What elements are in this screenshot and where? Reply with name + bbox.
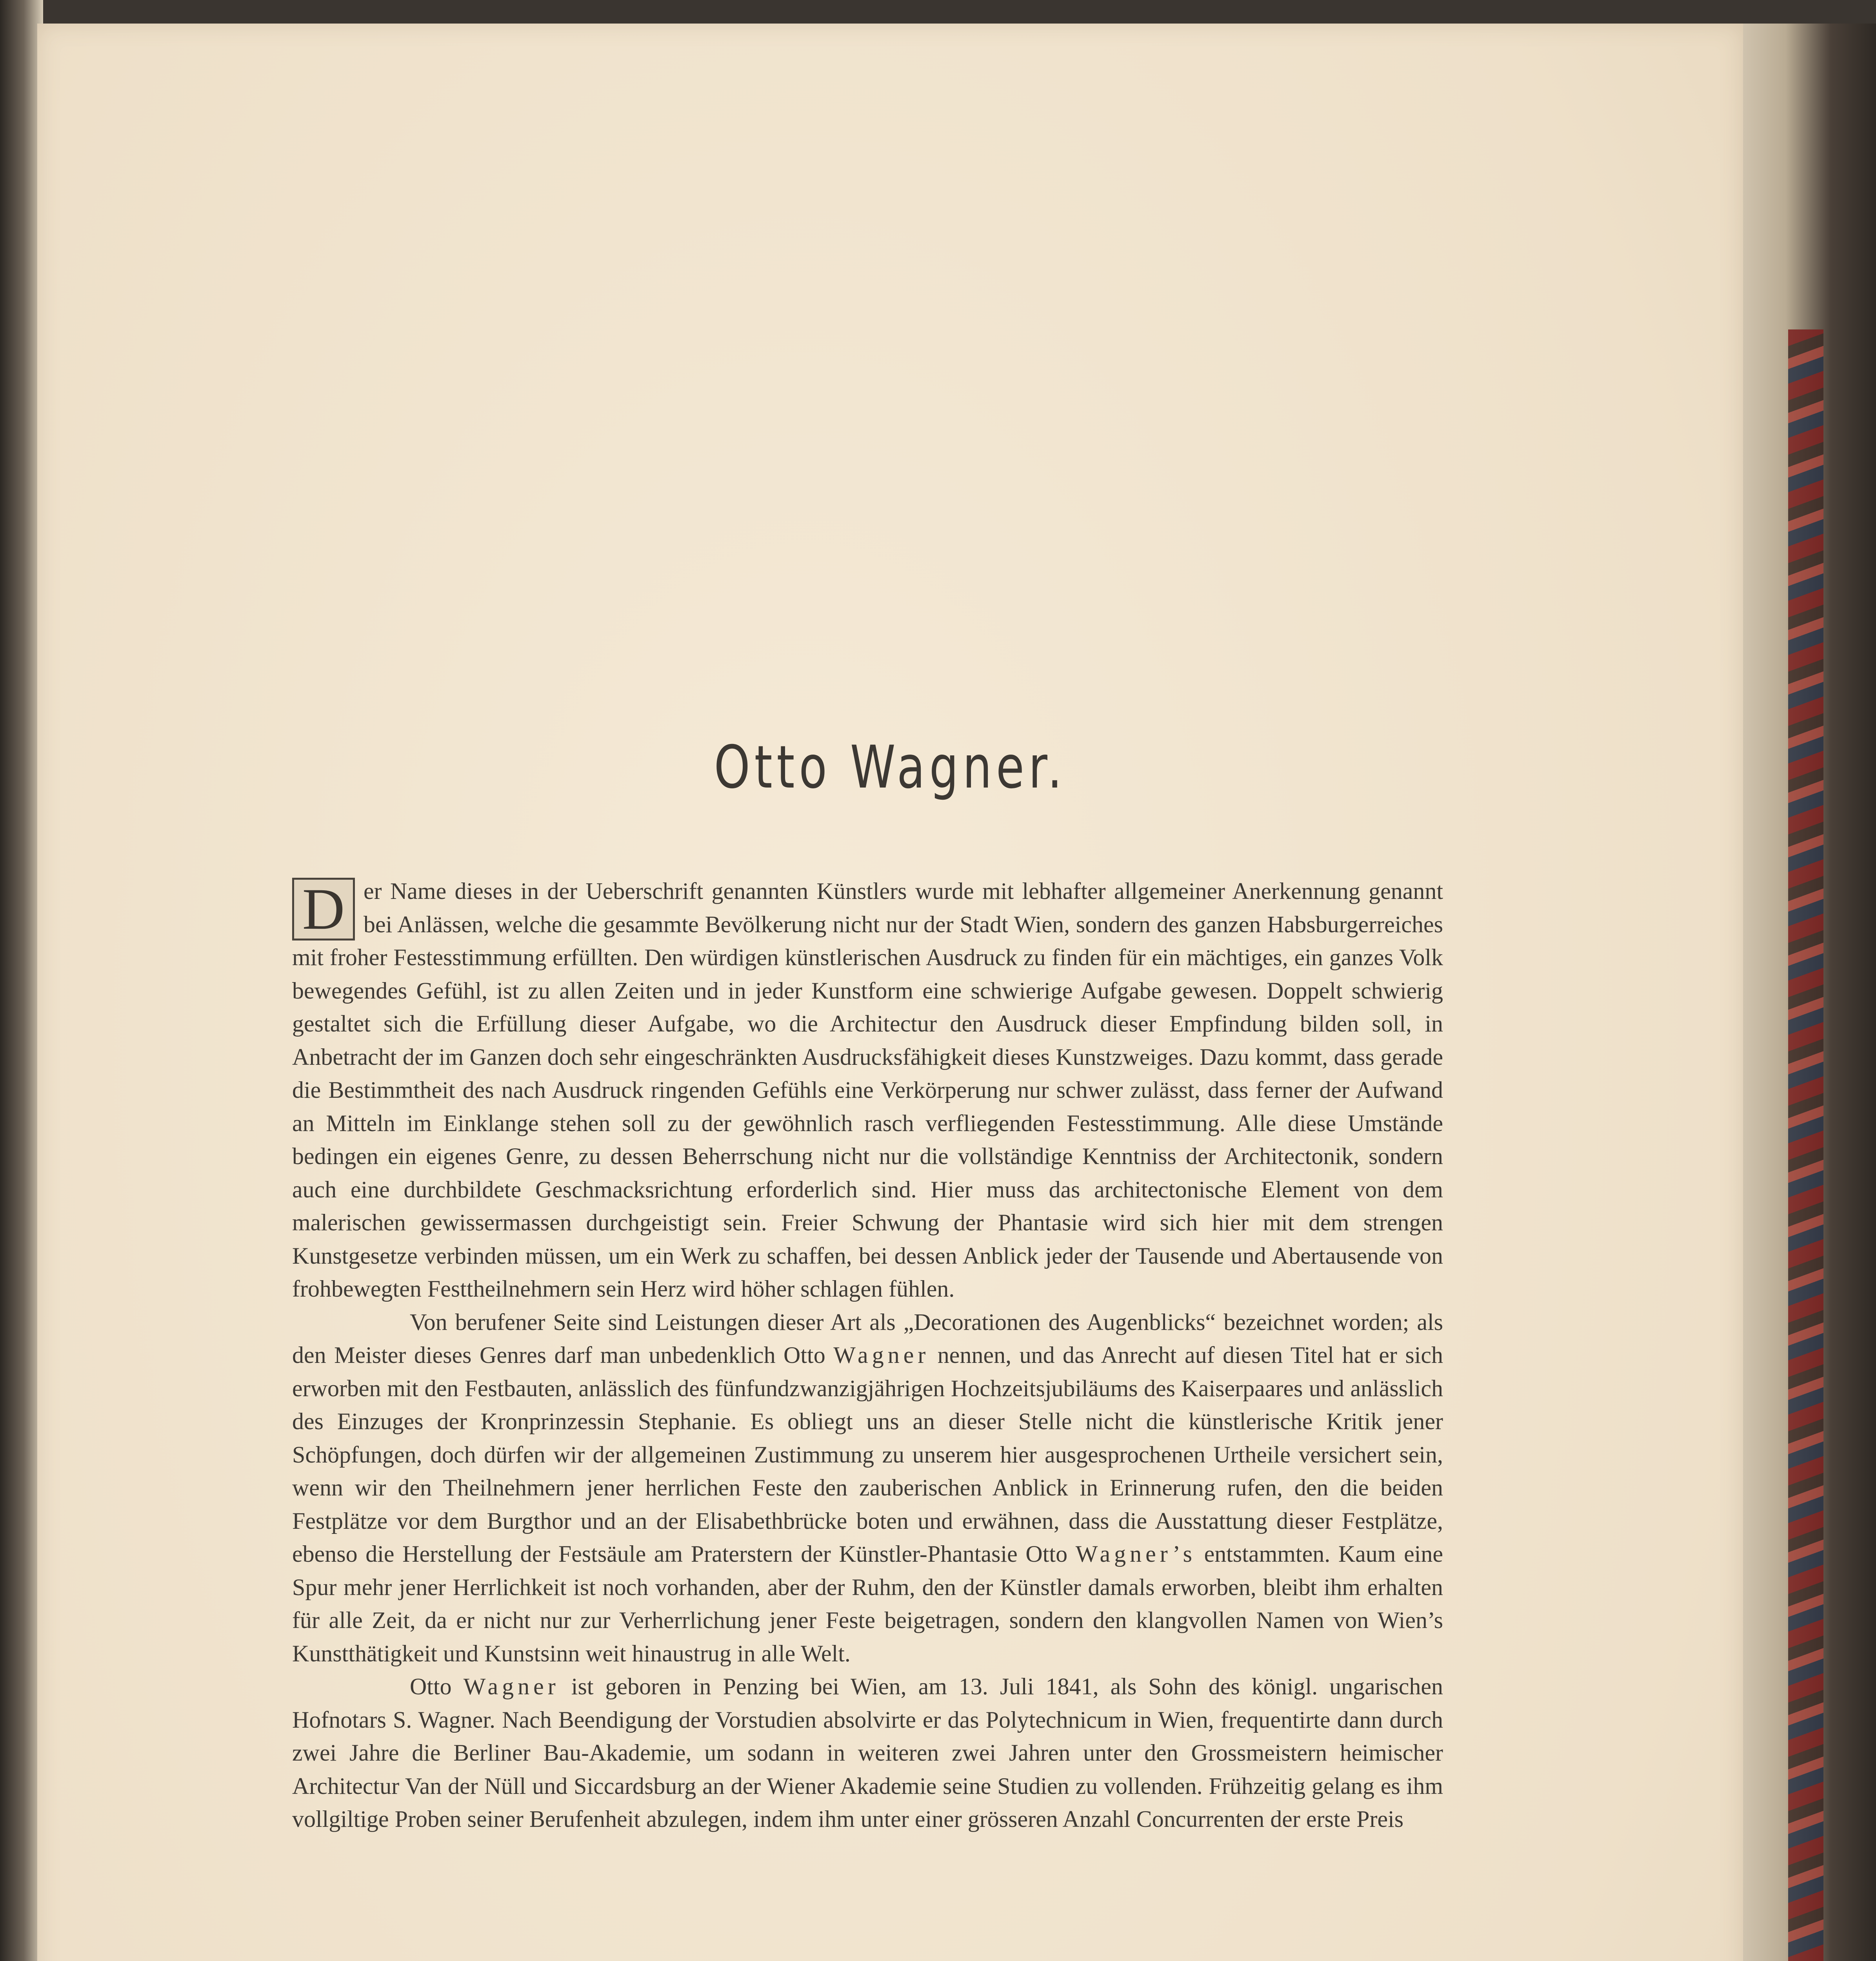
initial-letter: D xyxy=(302,877,345,942)
paragraph-2 xyxy=(292,1306,1443,1670)
name-wagner-2: Wagner xyxy=(463,1674,560,1699)
marbled-page-edge xyxy=(1788,329,1823,1961)
previous-page-edge xyxy=(0,0,43,1961)
paragraph-3 xyxy=(292,1670,1443,1836)
book-page xyxy=(37,24,1743,1961)
page-title: Otto Wagner. xyxy=(714,733,1067,802)
paragraph-2-text-a: Von berufener Seite sind Leistungen dieser Art als „Decorationen des Augenblicks“ bezeichnet worden; als den Meister dieses Genres darf man unbedenklich Otto xyxy=(292,1309,1443,1368)
paragraph-2-text-c: entstammten. Kaum eine Spur mehr jener Herrlichkeit ist noch vorhanden, aber der Ruhm, den der Künstler damals erworben, bleibt ihm erhalten für alle Zeit, da er nicht nur zur Verherrlichung jener Feste beigetragen, sondern den klangvollen Namen von Wien’s Kunstthätigkeit und Kunstsinn weit hinaustrug in alle Welt. xyxy=(292,1541,1443,1666)
paragraph-3-text-b: ist geboren in Penzing bei Wien, am 13. Juli 1841, als Sohn des königl. ungarischen Hofnotars S. Wagner. Nach Beendigung der Vorstudien absolvirte er das Polytechnicum in Wien, frequentirte dann durch zwei Jahre die Berliner Bau-Akademie, um sodann in weiteren zwei Jahren unter den Grossmeistern heimischer Architectur Van der Nüll und Siccardsburg an der Wiener Akademie seine Studien zu vollenden. Frühzeitig gelang es ihm vollgiltige Proben seiner Berufenheit abzulegen, indem ihm unter einer grösseren Anzahl Concurrenten der erste Preis xyxy=(292,1674,1443,1832)
paragraph-3-text-a: Otto xyxy=(410,1674,464,1699)
body-text xyxy=(292,875,1443,1836)
paragraph-1-text: er Name dieses in der Ueberschrift genannten Künstlers wurde mit lebhafter allgemeiner Anerkennung genannt bei Anlässen, welche die gesammte Bevölkerung nicht nur der Stadt Wien, sondern des ganzen Habsburgerreiches mit froher Festesstimmung erfüllten. Den würdigen künstlerischen Ausdruck zu finden für ein mächtiges, ein ganzes Volk bewegendes Gefühl, ist zu allen Zeiten und in jeder Kunstform eine schwierige Aufgabe gewesen. Doppelt schwierig gestaltet sich die Erfüllung dieser Aufgabe, wo die Architectur den Ausdruck dieser Empfindung bilden soll, in Anbetracht der im Ganzen doch sehr eingeschränkten Ausdrucksfähigkeit dieses Kunstzweiges. Dazu kommt, dass gerade die Bestimmtheit des nach Ausdruck ringenden Gefühls eine Verkörperung nur schwer zulässt, dass ferner der Aufwand an Mitteln im Einklange stehen soll zu der gewöhnlich rasch verfliegenden Festesstimmung. Alle diese Umstände bedingen ein eigenes Genre, zu dessen Beherrschung nicht nur die vollständige Kenntniss der Architectonik, sondern auch eine durchbildete Geschmacksrichtung erforderlich sind. Hier muss das architectonische Element von dem malerischen gewissermassen durchgeistigt sein. Freier Schwung der Phantasie wird sich hier mit dem strengen Kunstgesetze verbinden müssen, um ein Werk zu schaffen, bei dessen Anblick jeder der Tausende und Abertausende von frohbewegten Festtheilnehmern sein Herz wird höher schlagen fühlen. xyxy=(292,878,1443,1302)
paragraph-1 xyxy=(292,875,1443,1306)
name-wagners: Wagner’s xyxy=(1075,1541,1196,1567)
decorative-initial xyxy=(292,878,355,940)
name-wagner: Wagner xyxy=(833,1342,930,1368)
paragraph-2-text-b: nennen, und das Anrecht auf diesen Titel hat er sich erworben mit den Festbauten, anlässlich des fünfundzwanzigjährigen Hochzeitsjubiläums des Kaiserpaares und anlässlich des Einzuges der Kronprinzessin Stephanie. Es obliegt uns an dieser Stelle nicht die künstlerische Kritik jener Schöpfungen, doch dürfen wir der allgemeinen Zustimmung zu unserem hier ausgesprochenen Urtheile versichert sein, wenn wir den Theilnehmern jener herrlichen Feste den zauberischen Anblick in Erinnerung rufen, den die beiden Festplätze vor dem Burgthor und an der Elisabethbrücke boten und erwähnen, dass die Ausstattung dieser Festplätze, ebenso die Herstellung der Festsäule am Praterstern der Künstler-Phantasie Otto xyxy=(292,1342,1443,1567)
